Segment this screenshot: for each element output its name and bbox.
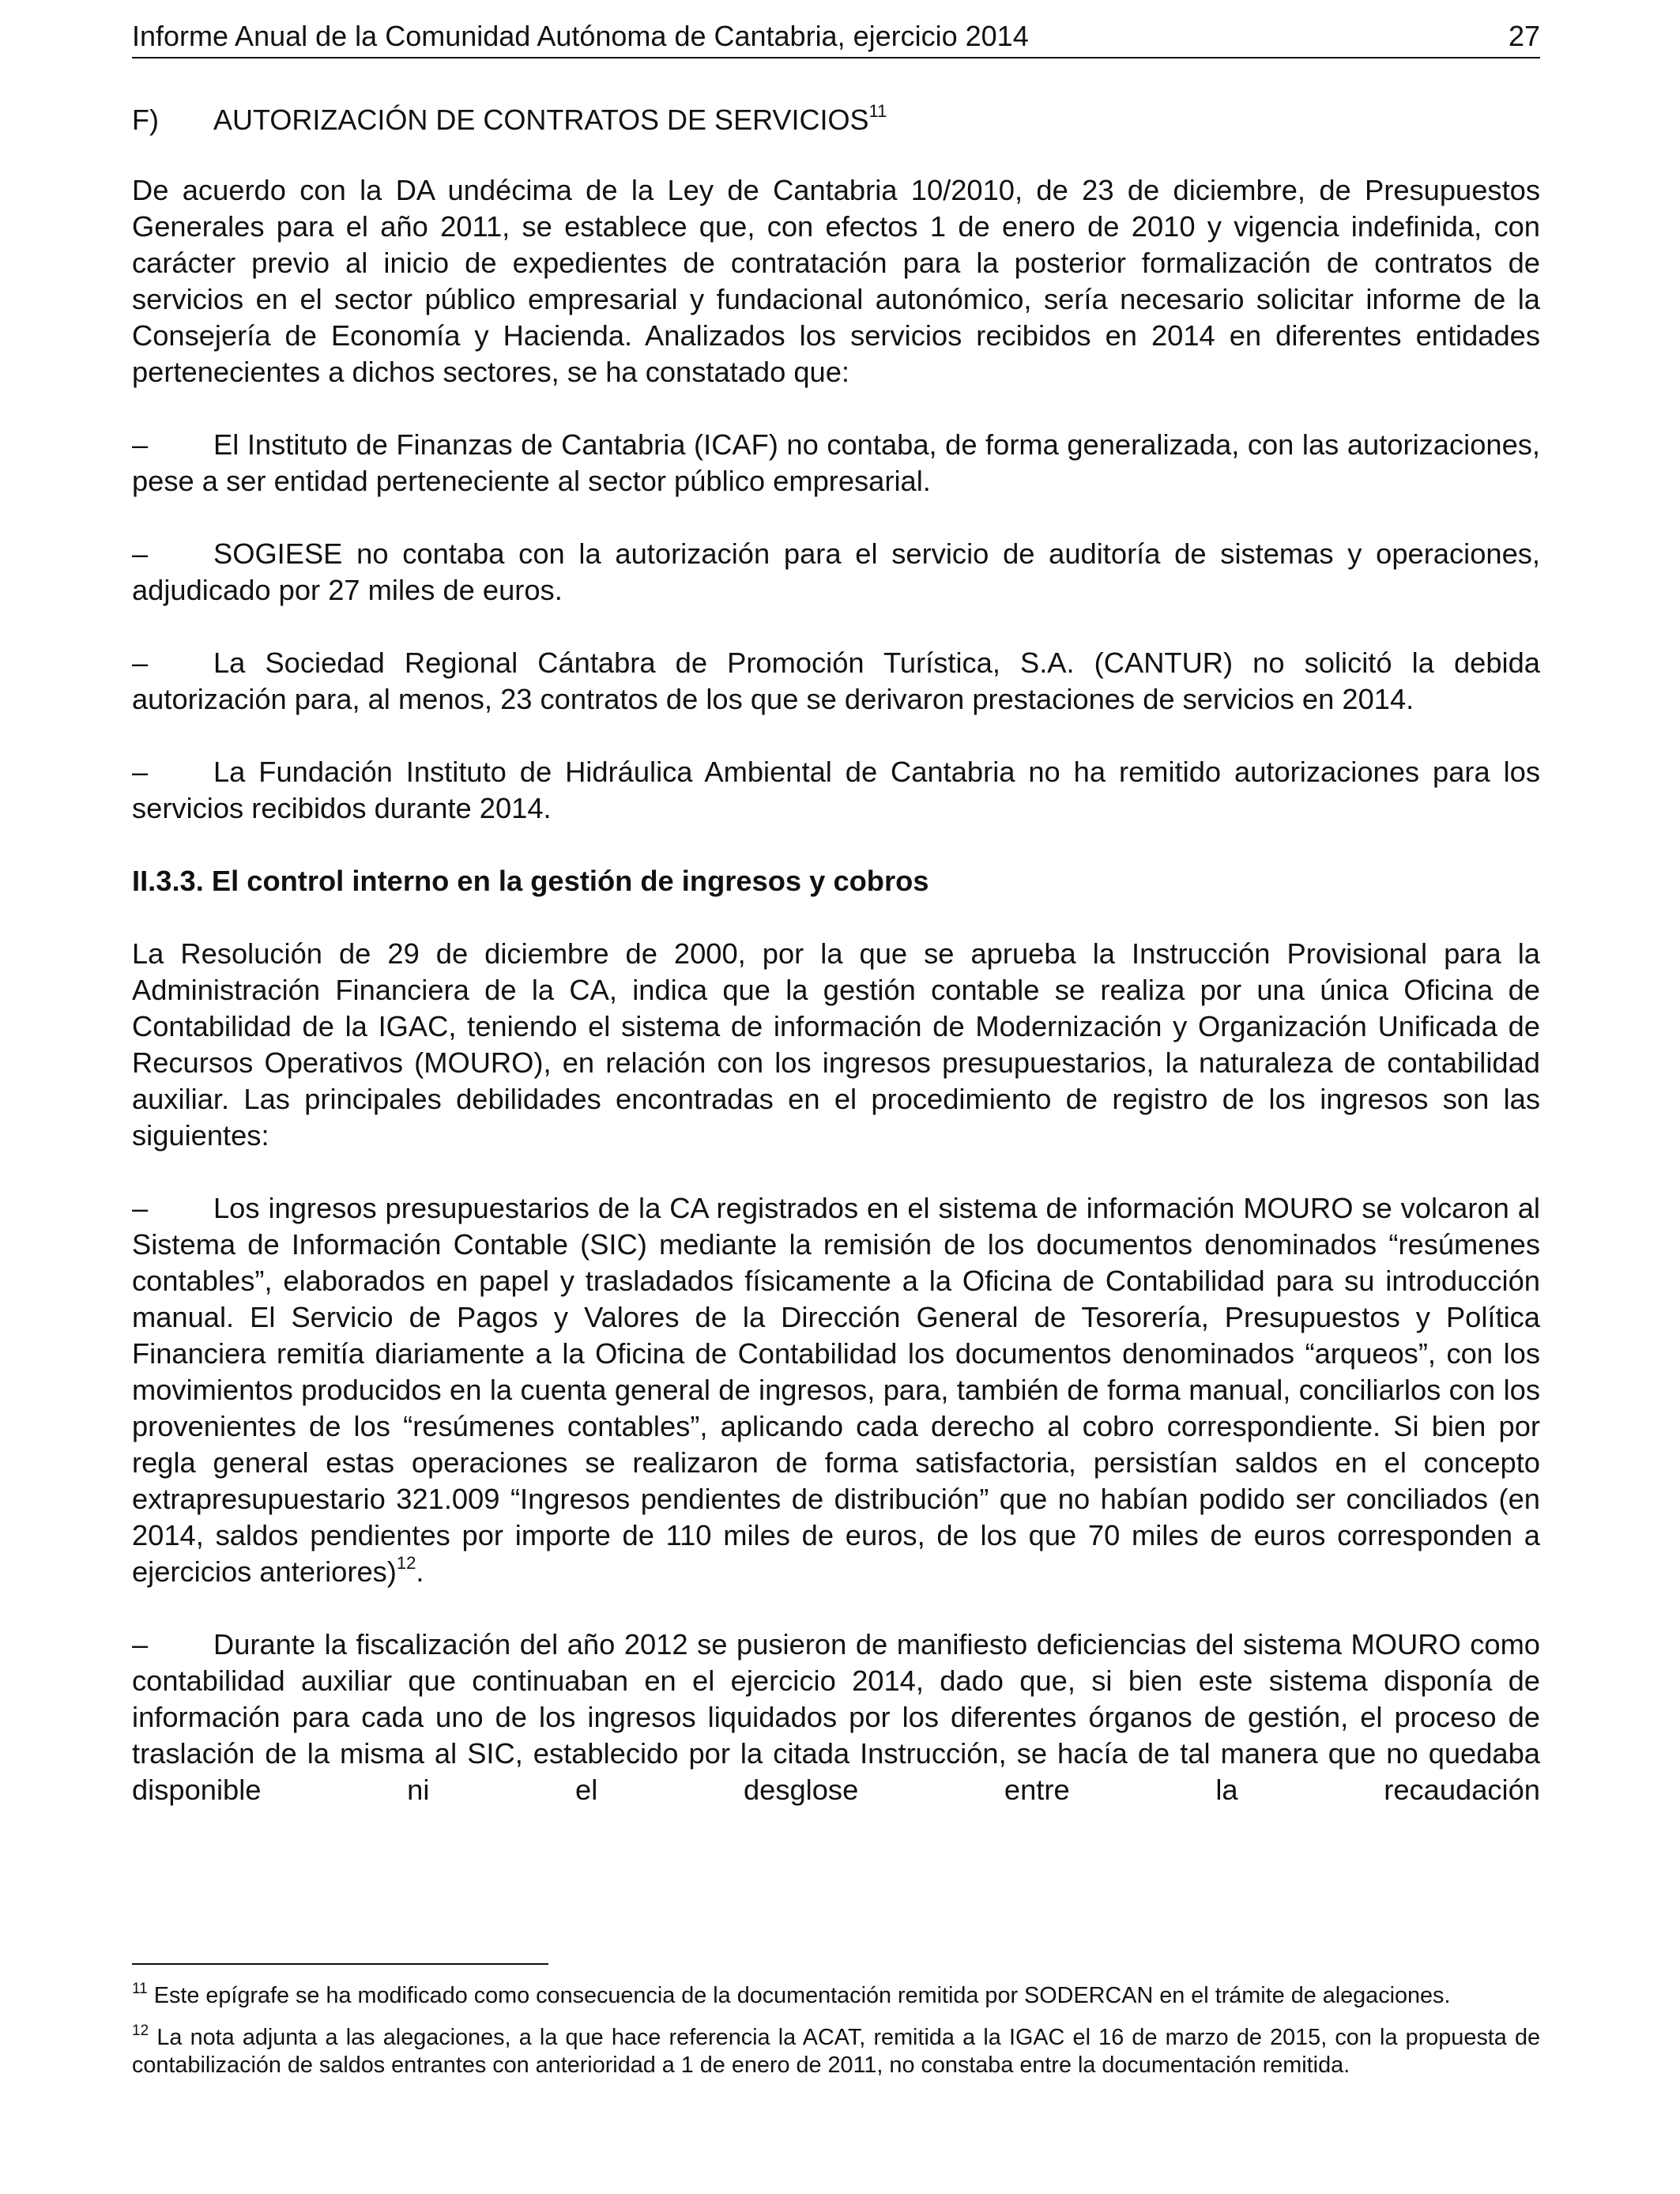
paragraph-resolucion: La Resolución de 29 de diciembre de 2000, por la que se aprueba la Instrucción Provisional para la Administración Financiera de la CA, indica que la gestión contable se realiza por una única Oficina de Contabilidad de la IGAC, teniendo el sistema de información de Modernización y Organización Unificada de Recursos Operativos (MOURO), en relación con los ingresos presupuestarios, la naturaleza de contabilidad auxiliar. Las principales debilidades encontradas en el procedimiento de registro de los ingresos son las siguientes: — [132, 937, 1540, 1152]
document-body — [132, 172, 1540, 1808]
bullet-text: Los ingresos presupuestarios de la CA registrados en el sistema de información MOURO se volcaron al Sistema de Información Contable (SIC) mediante la remisión de los documentos denominados “resúmenes contables”, elaborados en papel y trasladados físicamente a la Oficina de Contabilidad para su introducción manual. El Servicio de Pagos y Valores de la Dirección General de Tesorería, Presupuestos y Política Financiera remitía diariamente a la Oficina de Contabilidad los documentos denominados “arqueos”, con los movimientos producidos en la cuenta general de ingresos, para, también de forma manual, conciliarlos con los provenientes de los “resúmenes contables”, aplicando cada derecho al cobro correspondiente. Si bien por regla general estas operaciones se realizaron de forma satisfactoria, persistían saldos en el concepto extrapresupuestario 321.009 “Ingresos pendientes de distribución” que no habían podido ser conciliados (en 2014, saldos pendientes por importe de 110 miles de euros, de los que 70 miles de euros corresponden a ejercicios anteriores) — [132, 1192, 1540, 1588]
page-header — [132, 17, 1540, 58]
footnote-text: La nota adjunta a las alegaciones, a la que hace referencia la ACAT, remitida a la IGAC el 16 de marzo de 2015, con la propuesta de contabilización de saldos entrantes con anterioridad a 1 de enero de 2011, no constaba entre la documentación remitida. — [132, 2025, 1540, 2078]
section-title-text: AUTORIZACIÓN DE CONTRATOS DE SERVICIOS — [213, 104, 869, 136]
bullet-text: La Sociedad Regional Cántabra de Promoción Turística, S.A. (CANTUR) no solicitó la debida autorización para, al menos, 23 contratos de los que se derivaron prestaciones de servicios en 2014. — [132, 647, 1540, 715]
bullet-fundacion — [132, 754, 1540, 827]
bullet-cantur — [132, 645, 1540, 718]
report-title: Informe Anual de la Comunidad Autónoma de Cantabria, ejercicio 2014 — [132, 20, 1029, 52]
footnote-11 — [132, 1982, 1540, 2010]
bullet-sogiese — [132, 536, 1540, 609]
bullet-text: La Fundación Instituto de Hidráulica Ambiental de Cantabria no ha remitido autorizaciones para los servicios recibidos durante 2014. — [132, 756, 1540, 824]
page-number: 27 — [1508, 20, 1540, 52]
footnotes — [132, 1963, 1540, 2079]
footnote-12 — [132, 2024, 1540, 2079]
bullet-mouro — [132, 1190, 1540, 1590]
bullet-fiscalizacion-2012 — [132, 1627, 1540, 1808]
bullet-text: El Instituto de Finanzas de Cantabria (ICAF) no contaba, de forma generalizada, con las autorizaciones, pese a ser entidad perteneciente al sector público empresarial. — [132, 428, 1540, 497]
footnote-separator — [132, 1963, 548, 1965]
dash-bullet: – — [132, 647, 149, 679]
footnote-text: Este epígrafe se ha modificado como consecuencia de la documentación remitida por SODERCAN en el trámite de alegaciones. — [147, 1983, 1451, 2008]
section-f-title — [132, 103, 887, 138]
dash-bullet: – — [132, 537, 149, 570]
dash-bullet: – — [132, 756, 149, 788]
footnote-ref-12: 12 — [396, 1553, 416, 1573]
dash-bullet: – — [132, 1628, 149, 1661]
footnote-number: 12 — [132, 2022, 149, 2039]
bullet-period: . — [416, 1555, 424, 1588]
dash-bullet: – — [132, 1192, 149, 1224]
bullet-icaf — [132, 427, 1540, 499]
bullet-text: SOGIESE no contaba con la autorización para el servicio de auditoría de sistemas y operaciones, adjudicado por 27 miles de euros. — [132, 537, 1540, 606]
bullet-text: Durante la fiscalización del año 2012 se pusieron de manifiesto deficiencias del sistema MOURO como contabilidad auxiliar que continuaban en el ejercicio 2014, dado que, si bien este sistema disponía de información para cada uno de los ingresos liquidados por los diferentes órganos de gestión, el proceso de traslación de la misma al SIC, establecido por la citada Instrucción, se hacía de tal manera que no quedaba disponible ni el desglose entre la recaudación — [132, 1628, 1540, 1806]
dash-bullet: – — [132, 428, 149, 461]
paragraph-intro: De acuerdo con la DA undécima de la Ley de Cantabria 10/2010, de 23 de diciembre, de Presupuestos Generales para el año 2011, se establece que, con efectos 1 de enero de 2010 y vigencia indefinida, con carácter previo al inicio de expedientes de contratación para la posterior formalización de contratos de servicios en el sector público empresarial y fundacional autonómico, sería necesario solicitar informe de la Consejería de Economía y Hacienda. Analizados los servicios recibidos en 2014 en diferentes entidades pertenecientes a dichos sectores, se ha constatado que: — [132, 174, 1540, 388]
footnote-number: 11 — [132, 1981, 148, 1997]
footnote-ref-11: 11 — [868, 101, 887, 121]
section-heading-ii33: II.3.3. El control interno en la gestión de ingresos y cobros — [132, 865, 929, 897]
document-page — [132, 0, 1540, 2194]
section-letter: F) — [132, 104, 159, 136]
